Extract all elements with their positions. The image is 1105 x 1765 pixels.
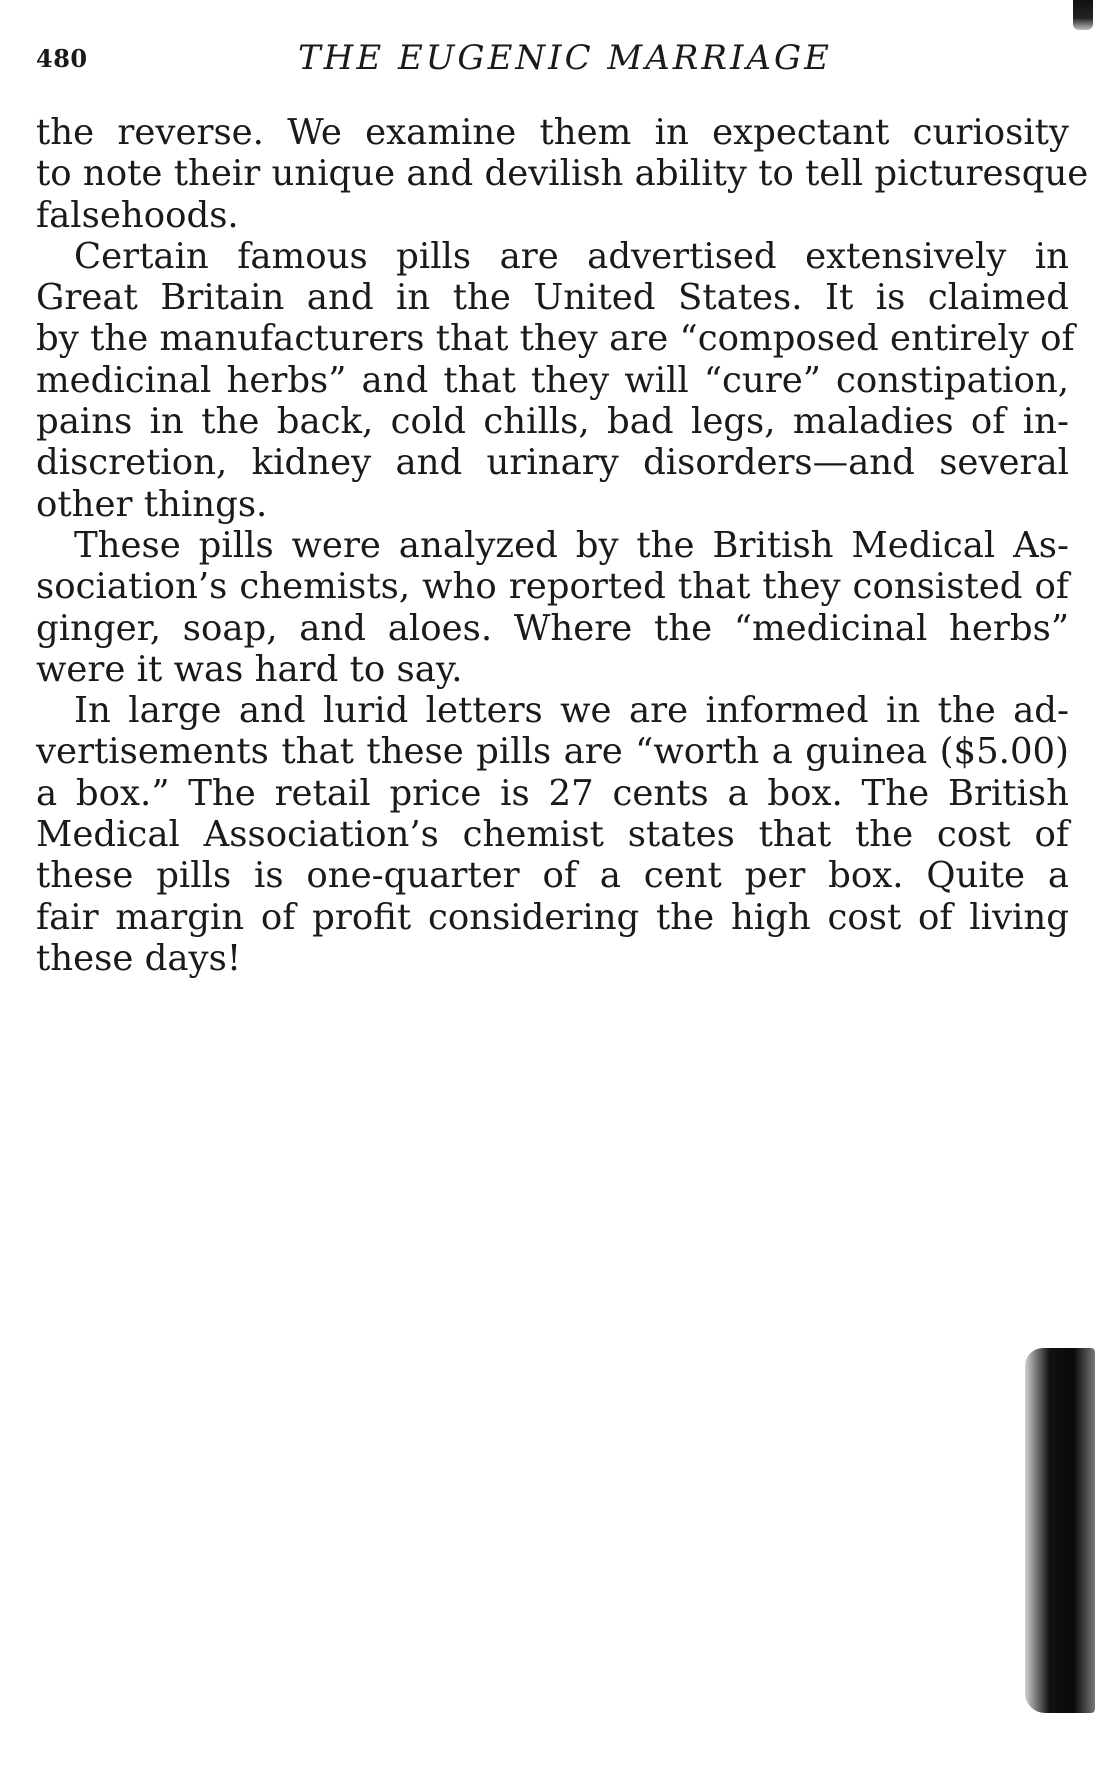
text-line: fair margin of profit considering the high cost of living xyxy=(36,896,1069,938)
text-line: falsehoods. xyxy=(36,194,239,236)
running-title: THE EUGENIC MARRIAGE xyxy=(298,38,832,78)
text-line: a box.” The retail price is 27 cents a box. The British xyxy=(36,772,1069,814)
paragraph-start-line: Certain famous pills are advertised extensively in xyxy=(74,235,1069,277)
page-header xyxy=(36,38,1036,78)
text-line: were it was hard to say. xyxy=(36,648,463,690)
text-line: the reverse. We examine them in expectant curiosity xyxy=(36,112,1069,153)
text-line: these days! xyxy=(36,937,242,979)
text-line: other things. xyxy=(36,483,268,525)
text-line: these pills is one-quarter of a cent per box. Quite a xyxy=(36,855,1069,897)
text-line: to note their unique and devilish ability to tell picturesque xyxy=(36,153,1089,195)
text-line: Medical Association’s chemist states that the cost of xyxy=(36,814,1069,856)
text-line: sociation’s chemists, who reported that they consisted of xyxy=(36,566,1069,608)
text-line: medicinal herbs” and that they will “cure” constipation, xyxy=(36,359,1069,401)
text-line: vertisements that these pills are “worth a guinea ($5.00) xyxy=(36,731,1069,773)
text-line: by the manufacturers that they are “composed entirely of xyxy=(36,318,1075,360)
page-number: 480 xyxy=(36,44,88,73)
text-line: discretion, kidney and urinary disorders—and several xyxy=(36,442,1069,484)
text-line: Great Britain and in the United States. It is claimed xyxy=(36,277,1069,319)
scan-edge-artifact xyxy=(1025,1348,1095,1713)
text-line: pains in the back, cold chills, bad legs, maladies of in- xyxy=(36,401,1069,443)
body-text xyxy=(36,112,1089,979)
paragraph-start-line: In large and lurid letters we are informed in the ad- xyxy=(74,690,1069,732)
scan-edge-artifact xyxy=(1073,0,1093,30)
paragraph-start-line: These pills were analyzed by the British Medical As- xyxy=(74,524,1069,566)
text-line: ginger, soap, and aloes. Where the “medicinal herbs” xyxy=(36,607,1069,649)
